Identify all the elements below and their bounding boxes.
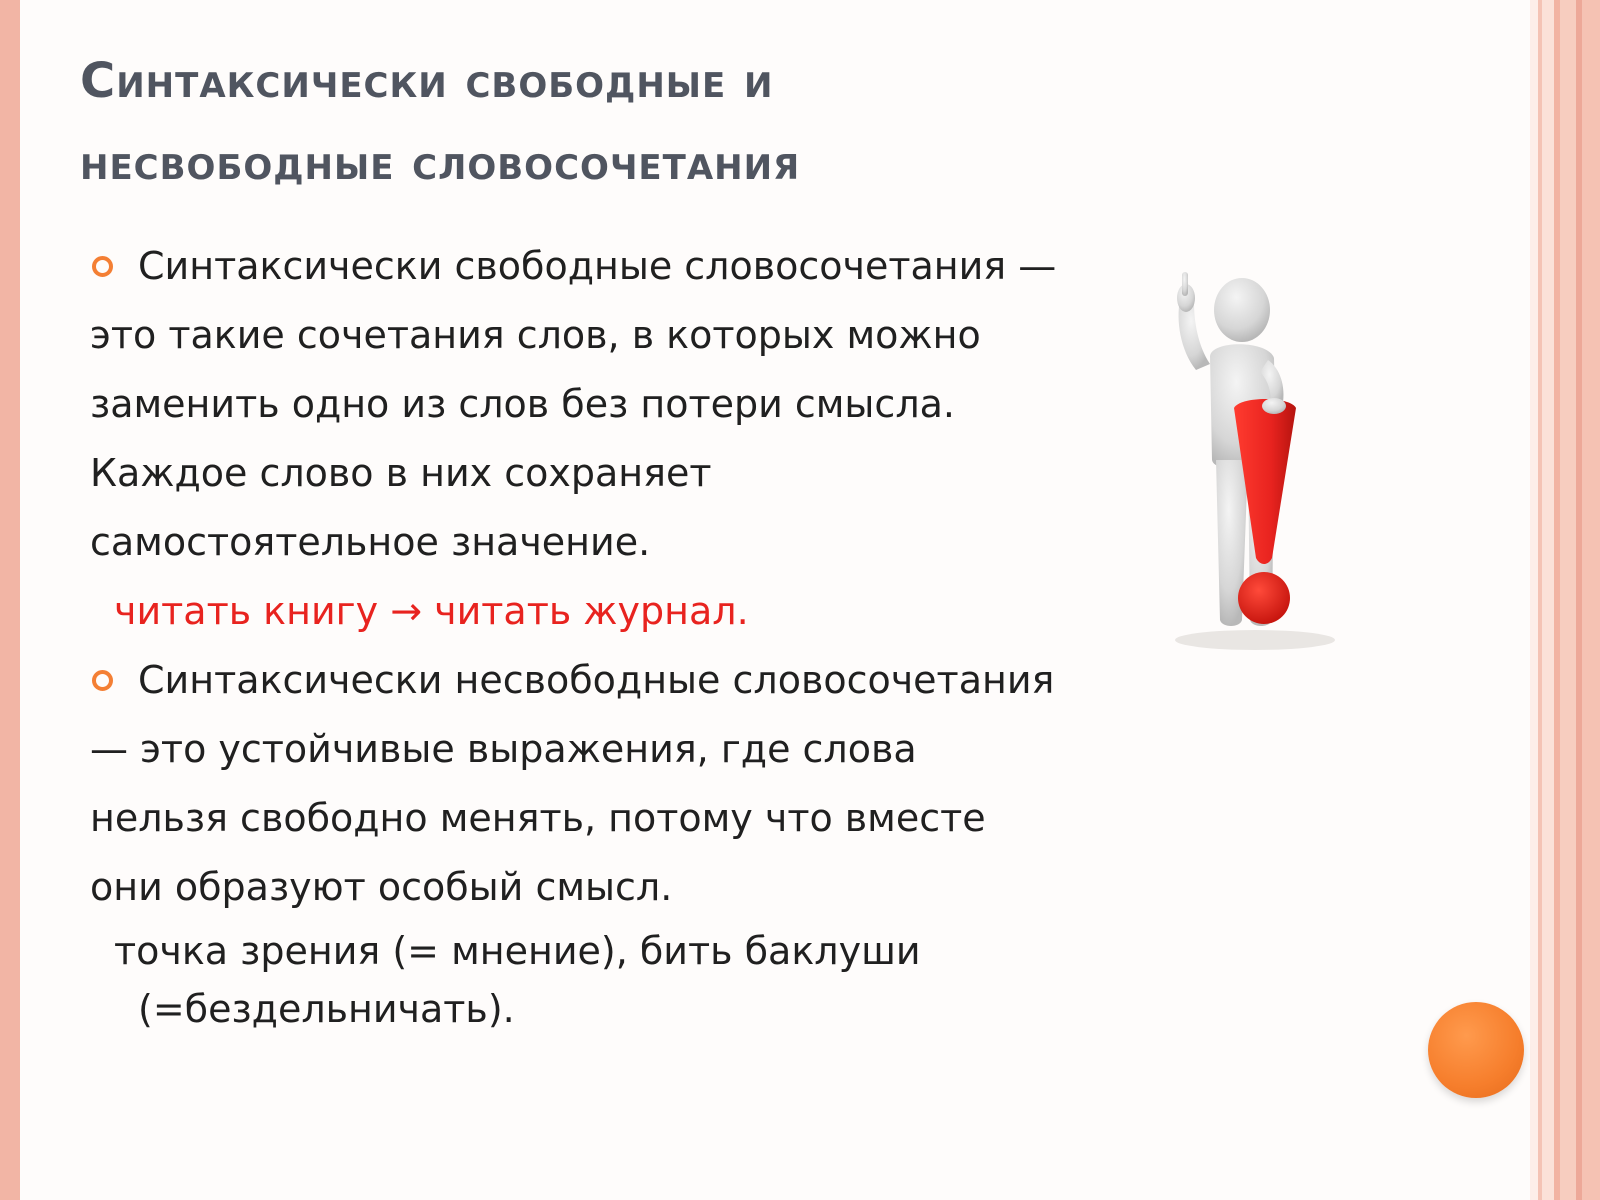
slide-content [90,232,1150,1038]
point1-line1: Синтаксически свободные словосочетания — [138,244,1057,288]
title-line-1: Синтаксически свободные и [80,53,774,109]
right-decorative-stripes [1530,0,1600,1200]
point1-line5: самостоятельное значение. [90,520,651,564]
slide-title [80,40,1160,204]
title-line-2: несвободные словосочетания [80,135,801,191]
point2-line4: они образуют особый смысл. [90,865,673,909]
orange-circle-decoration [1428,1002,1524,1098]
point-free-collocations [90,232,1150,577]
point2-line3: нельзя свободно менять, потому что вместе [90,796,986,840]
point1-line4: Каждое слово в них сохраняет [90,451,712,495]
example2-line2: (=бездельничать). [138,987,515,1031]
example-free-collocation: читать книгу → читать журнал. [114,589,749,633]
ring-bullet-icon [92,256,113,277]
example-non-free-collocation [90,922,1150,1038]
person-with-exclamation-mark-icon [1150,260,1370,660]
example2-line1: точка зрения (= мнение), бить баклуши [114,929,921,973]
point2-line1: Синтаксически несвободные словосочетания [138,658,1055,702]
left-accent-bar [0,0,20,1200]
point1-line2: это такие сочетания слов, в которых можно [90,313,981,357]
point-non-free-collocations [90,646,1150,922]
point2-line2: — это устойчивые выражения, где слова [90,727,917,771]
point1-line3: заменить одно из слов без потери смысла. [90,382,955,426]
ring-bullet-icon [92,670,113,691]
